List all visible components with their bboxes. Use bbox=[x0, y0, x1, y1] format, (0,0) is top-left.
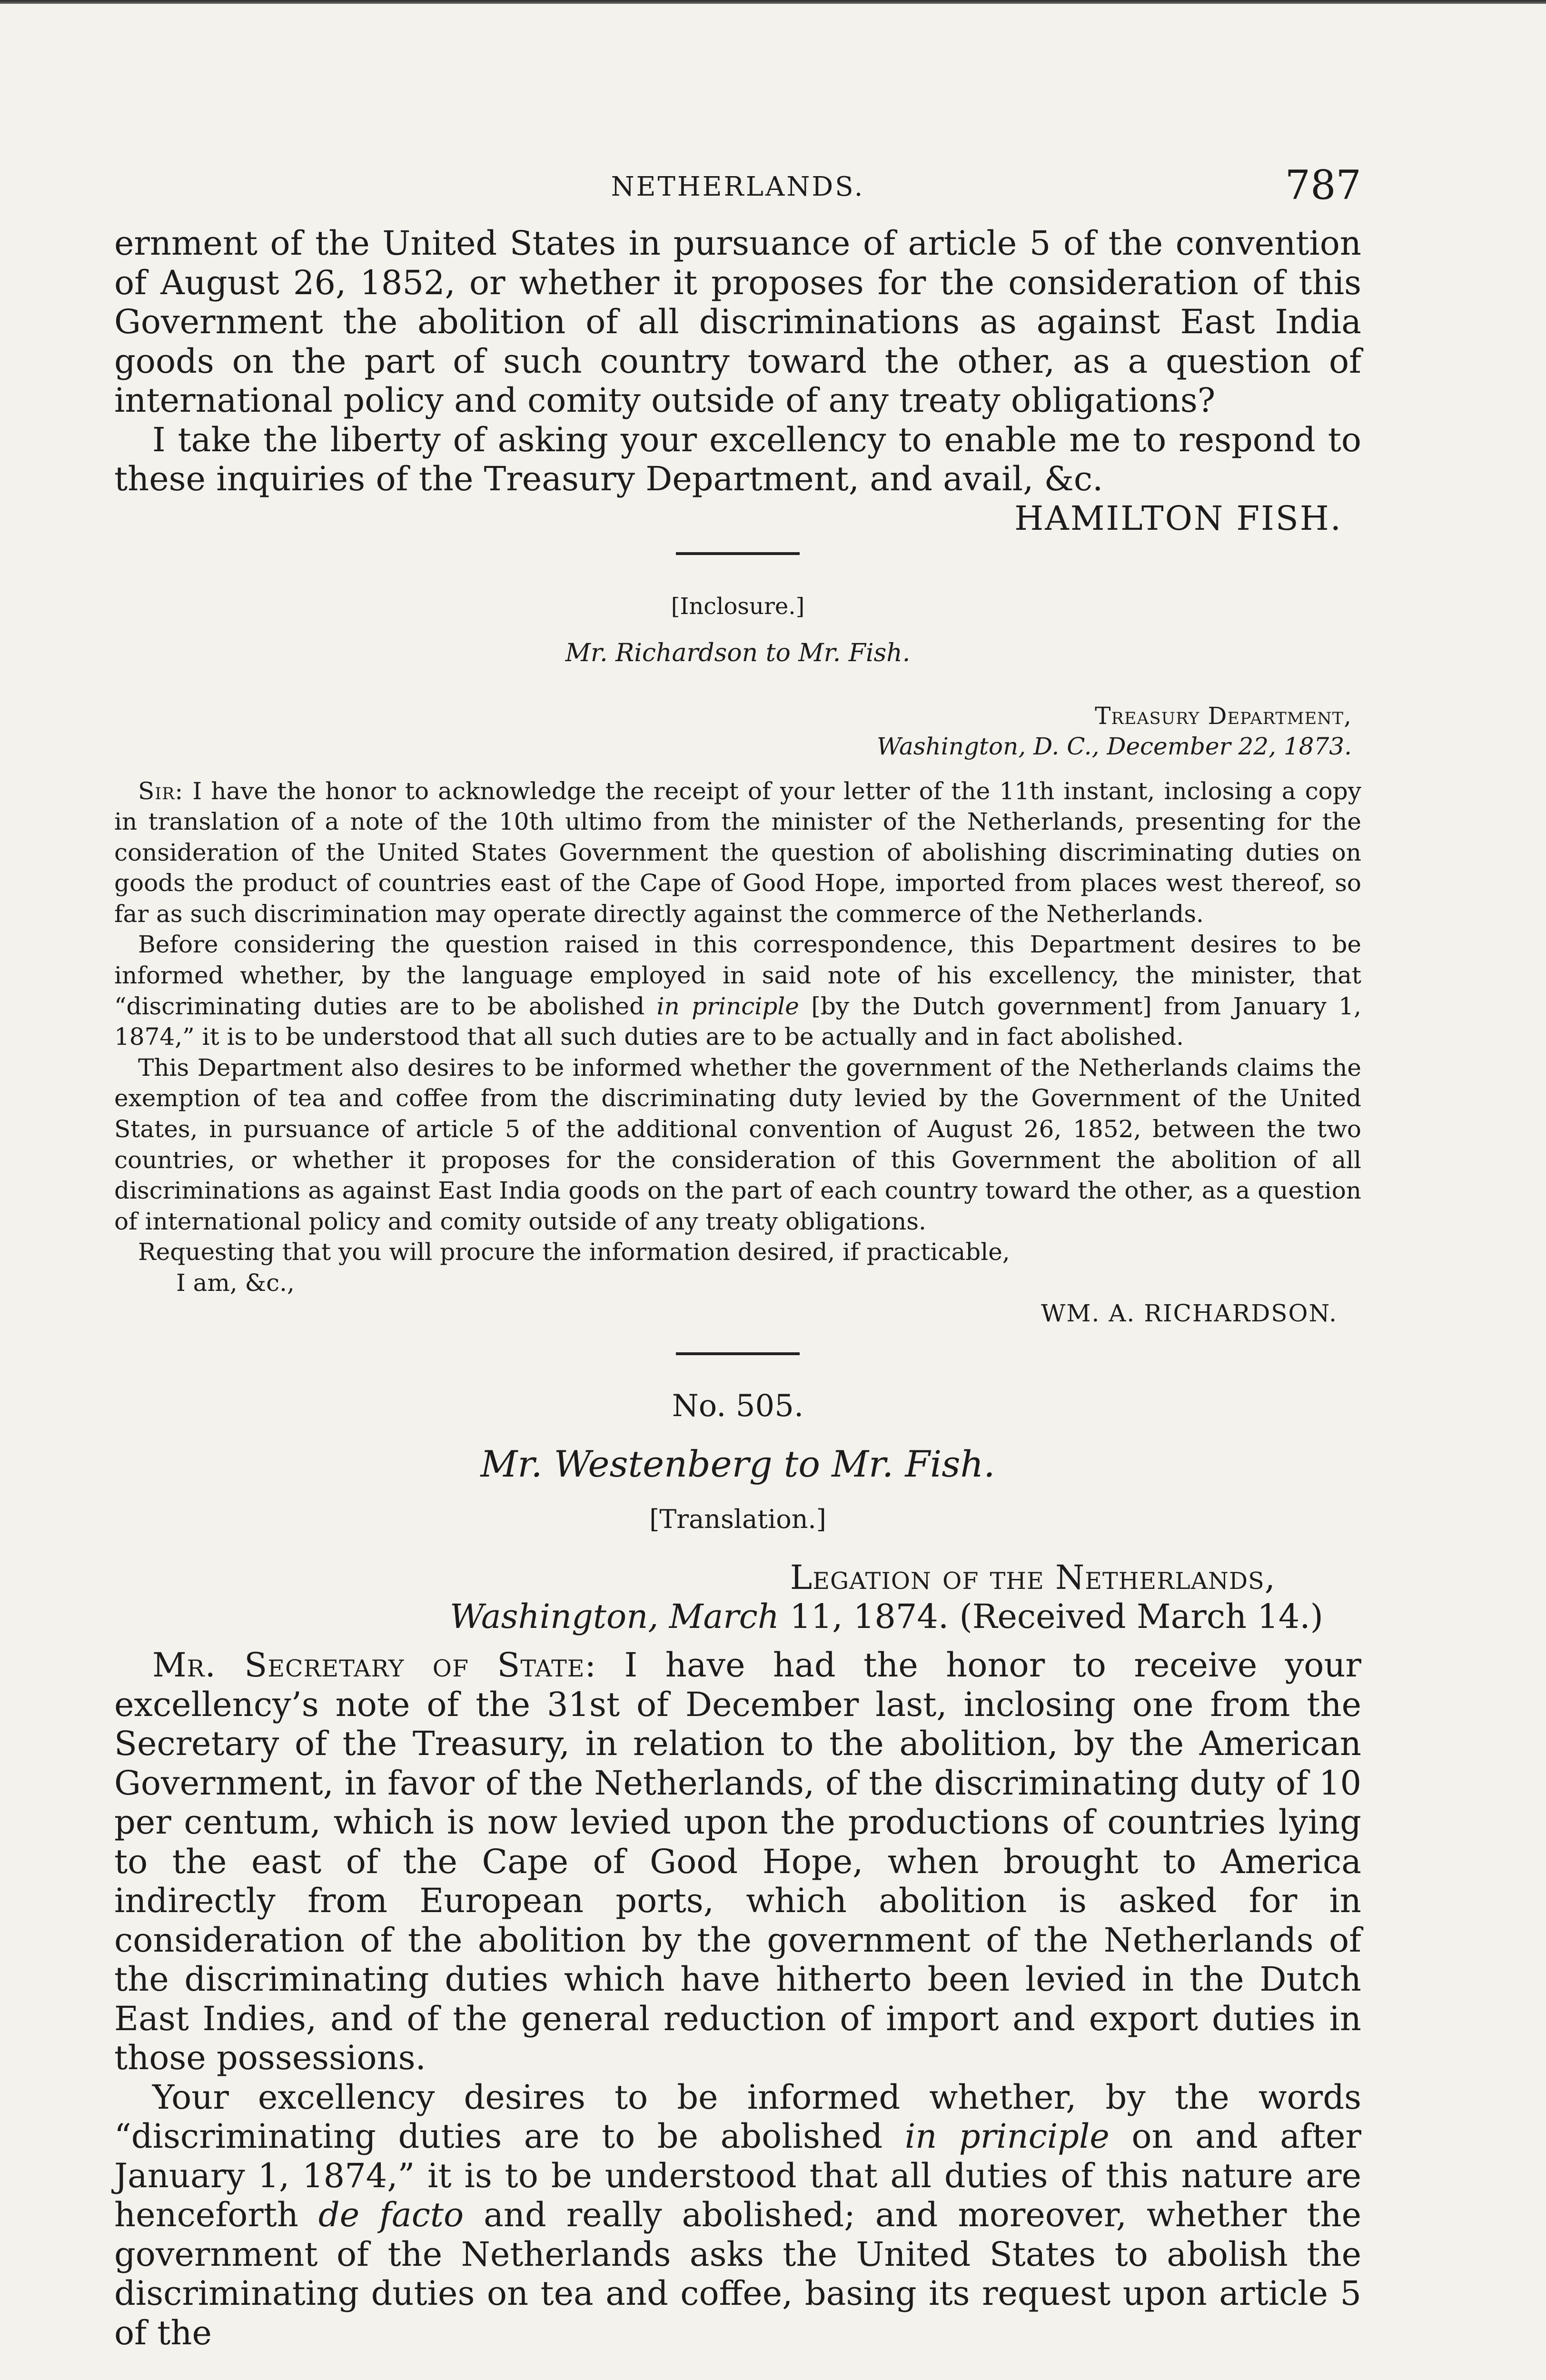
inclosure-paragraph-2-b: [by the Dutch government] from January 1, 1874,” it is to be understood that all such duties are to be actually and in fact abolished. bbox=[114, 992, 1361, 1051]
signature-richardson: WM. A. RICHARDSON. bbox=[1041, 1299, 1338, 1327]
dateline bbox=[114, 1597, 1323, 1636]
inclosure-label: [Inclosure.] bbox=[671, 593, 805, 620]
letter-salutation: Mr. Secretary of State: bbox=[152, 1646, 597, 1685]
page-top-edge bbox=[0, 0, 1546, 4]
document-title: Mr. Westenberg to Mr. Fish. bbox=[480, 1443, 995, 1485]
letter-paragraph-2-italic: in principle bbox=[904, 2117, 1110, 2156]
document-page bbox=[114, 162, 1361, 2352]
inclosure-paragraph-4: Requesting that you will procure the information desired, if practicable, bbox=[138, 1238, 1010, 1266]
letter-paragraph-2-b: on and after January 1, 1874,” it is to be understood that all duties of this nature are henceforth bbox=[114, 2117, 1361, 2234]
inclosure-salutation: Sir: bbox=[138, 777, 184, 805]
dateline-rest: 11, 1874. (Received March 14.) bbox=[790, 1597, 1323, 1636]
inclosure-paragraph-2-italic: in principle bbox=[656, 992, 799, 1020]
letter-paragraph-1 bbox=[114, 1646, 1361, 2078]
legation-line: Legation of the Netherlands, bbox=[790, 1558, 1276, 1597]
inclosure-dateline: Washington, D. C., December 22, 1873. bbox=[877, 732, 1352, 760]
dateline-place: Washington, bbox=[450, 1597, 659, 1636]
top-paragraph-request: I take the liberty of asking your excellency to enable me to respond to these inquiries of the Treasury Department, and avail, &c. bbox=[114, 420, 1361, 498]
inclosure-title: Mr. Richardson to Mr. Fish. bbox=[565, 638, 911, 667]
signature-hamilton-fish: HAMILTON FISH. bbox=[1014, 498, 1342, 538]
inclosure-paragraph-2-a: Before considering the question raised in this correspondence, this Department desires to be informed whether, by the language employed in said note of his excellency, the minister, that “discriminating duties are to be abolished bbox=[114, 931, 1361, 1020]
letter-paragraph-1-text: I have had the honor to receive your excellency’s note of the 31st of December last, inclosing one from the Secretary of the Treasury, in relation to the abolition, by the American Government, in favor of the Netherlands, of the discriminating duty of 10 per centum, which is now levied upon the productions of countries lying to the east of the Cape of Good Hope, when brought to America indirectly from European ports, which abolition is asked for in consideration of the abolition by the government of the Netherlands of the discriminating duties which have hitherto been levied in the Dutch East Indies, and of the general reduction of import and export duties in those possessions. bbox=[114, 1646, 1361, 2077]
inclosure-paragraph-1 bbox=[114, 776, 1361, 930]
section-divider bbox=[676, 552, 800, 555]
translation-label: [Translation.] bbox=[649, 1504, 826, 1534]
letter-paragraph-2 bbox=[114, 2078, 1361, 2353]
inclosure-paragraph-3: This Department also desires to be informed whether the government of the Netherlands claims the exemption of tea and coffee from the discriminating duty levied by the Government of the United States, in pursuance of article 5 of the additional convention of August 26, 1852, between the two countries, or whether it proposes for the consideration of this Government the abolition of all discriminations as against East India goods on the part of each country toward the other, as a question of international policy and comity outside of any treaty obligations. bbox=[114, 1053, 1361, 1235]
page-header bbox=[114, 162, 1361, 224]
inclosure-closing: I am, &c., bbox=[176, 1269, 295, 1297]
letter-paragraph-2-c: and really abolished; and moreover, whether the government of the Netherlands asks the United States to abolish the discriminating duties on tea and coffee, basing its request upon article 5 of the bbox=[114, 2195, 1361, 2352]
inclosure-paragraph-1-text: I have the honor to acknowledge the receipt of your letter of the 11th instant, inclosing a copy in translation of a note of the 10th ultimo from the minister of the Netherlands, presenting for the consideration of the United States Government the question of abolishing discriminating duties on goods the product of countries east of the Cape of Good Hope, imported from places west thereof, so far as such discrimination may operate directly against the commerce of the Netherlands. bbox=[114, 777, 1361, 928]
running-head: NETHERLANDS. bbox=[611, 171, 865, 202]
inclosure-department: Treasury Department, bbox=[1095, 702, 1352, 730]
dateline-month: March bbox=[669, 1597, 779, 1636]
document-number: No. 505. bbox=[672, 1388, 804, 1424]
top-paragraph-continued: ernment of the United States in pursuance of article 5 of the convention of August 26, 1852, or whether it proposes for the consideration of this Government the abolition of all discriminations as against East India goods on the part of such country toward the other, as a question of international policy and comity outside of any treaty obligations? bbox=[114, 224, 1361, 420]
inclosure-paragraph-2 bbox=[114, 929, 1361, 1052]
page-number: 787 bbox=[1285, 162, 1361, 208]
letter-paragraph-2-a: Your excellency desires to be informed whether, by the words “discriminating duties are to be abolished bbox=[114, 2077, 1361, 2156]
section-divider-2 bbox=[676, 1352, 800, 1355]
letter-paragraph-2-italic2: de facto bbox=[318, 2195, 464, 2234]
